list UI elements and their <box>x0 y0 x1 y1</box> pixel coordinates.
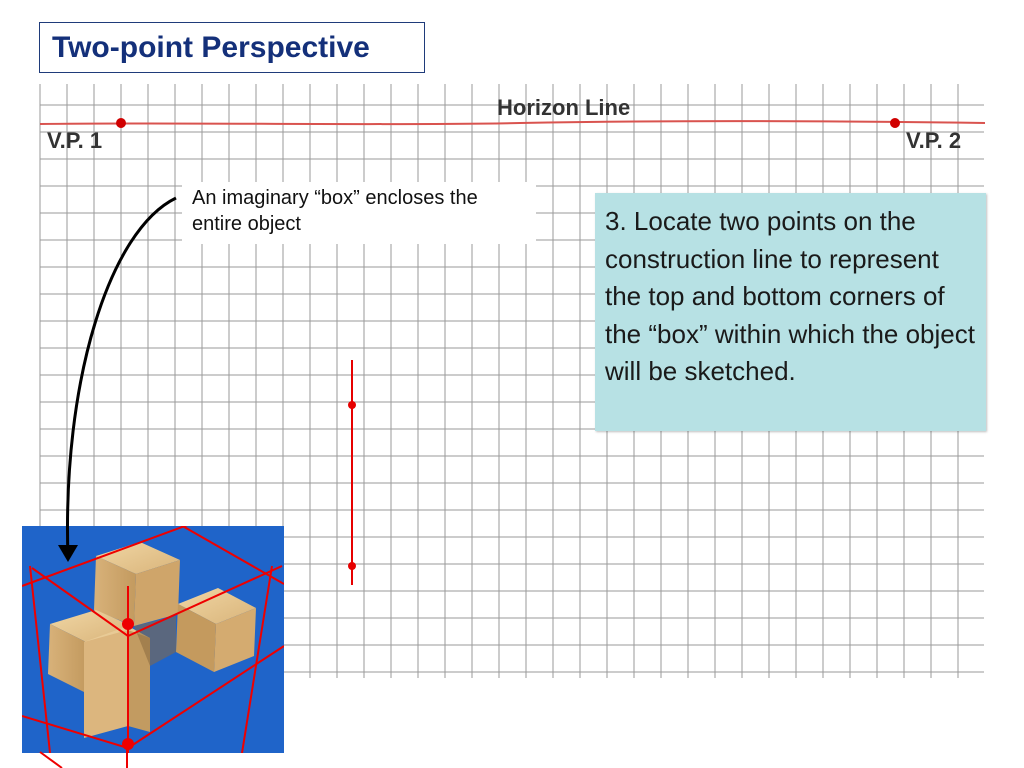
vanishing-point-1 <box>116 118 126 128</box>
top-corner-point <box>348 401 356 409</box>
horizon-line <box>40 121 985 124</box>
horizon-line-label: Horizon Line <box>497 95 631 120</box>
wooden-block-photo <box>22 526 284 753</box>
vp1-label: V.P. 1 <box>47 128 103 153</box>
wooden-block-illustration <box>22 526 284 753</box>
bottom-corner-point <box>348 562 356 570</box>
vanishing-point-2 <box>890 118 900 128</box>
imaginary-box-callout: An imaginary “box” encloses the entire object <box>182 182 536 244</box>
vp2-label: V.P. 2 <box>906 128 962 153</box>
page-title: Two-point Perspective <box>39 22 425 73</box>
step-instruction-box: 3. Locate two points on the construction line to represent the top and bottom corners of the “box” within which the object will be sketched. <box>595 193 986 431</box>
